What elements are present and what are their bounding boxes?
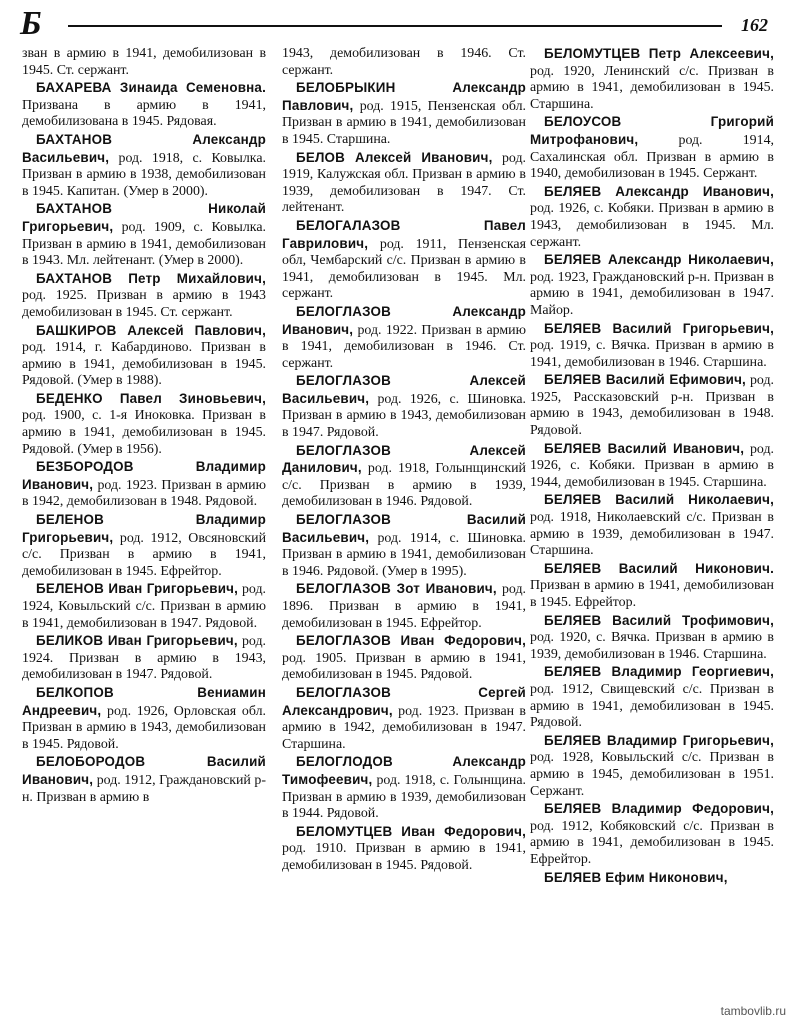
entry-text: род. 1918, с. Голынщина. Призван в армию в 1939, демобилизован в 1944. Рядовой.: [282, 772, 526, 822]
text-column-3: [530, 46, 774, 888]
entry-name: БЕЛЯЕВ Василий Ефимович,: [544, 372, 746, 388]
entry-text: род. 1926, Орловская обл. Призван в армию в 1943, демобилизован в 1945. Рядовой.: [22, 703, 266, 752]
entry-text: род. 1915, Пензенская обл. Призван в армию в 1941, демобилизован в 1945. Старшина.: [282, 98, 526, 147]
entry-continuation: [22, 46, 266, 79]
entry-text: род. 1924, Ковыльский с/с. Призван в армию в 1941, демобилизован в 1947. Рядовой.: [22, 582, 266, 631]
entry: [22, 80, 266, 131]
entry-text: 1943, демобилизован в 1946. Ст. сержант.: [282, 46, 526, 78]
entry-text: род. 1923, Граждановский р-н. Призван в армию в 1941, демобилизован в 1947. Майор.: [530, 269, 774, 318]
entry-text: род. 1918, Голынщинский с/с. Призван в армию в 1939, демобилизован в 1946. Рядовой.: [282, 461, 526, 510]
entry: [282, 754, 526, 822]
entry-text: род. 1911, Пензенская обл, Чембарский с/с. Призван в армию в 1941, демобилизован в 1945. Мл. сержант.: [282, 236, 526, 302]
entry-name: БЕЛЯЕВ Александр Иванович,: [544, 183, 774, 199]
entry: [282, 633, 526, 684]
entry-text: род. 1926, с. Кобяки. Призван в армию в 1944, демобилизован в 1945. Старшина.: [530, 441, 774, 490]
entry-text: род. 1923. Призван в армию в 1942, демобилизован в 1947. Старшина.: [282, 703, 526, 752]
entry-text: род. 1919, с. Вячка. Призван в армию в 1941, демобилизован в 1946. Старшина.: [530, 338, 774, 370]
entry-text: род. 1926, с. Шиновка. Призван в армию в 1943, демобилизован в 1947. Рядовой.: [282, 391, 526, 441]
entry-text: род. 1920, Ленинский с/с. Призван в армию в 1941, демобилизован в 1945. Старшина.: [530, 63, 774, 112]
entry-text: род. 1924. Призван в армию в 1943, демобилизован в 1947. Рядовой.: [22, 634, 266, 683]
entry-name: БЕЛЯЕВ Владимир Григорьевич,: [544, 732, 774, 748]
entry-text: род. 1914, Сахалинская обл. Призван в армию в 1940, демобилизован в 1945. Сержант.: [530, 132, 774, 182]
entry-text: род. 1912, Граждановский р-н. Призван в армию в: [22, 772, 266, 805]
entry-text: род. 1922. Призван в армию в 1941, демобилизован в 1946. Ст. сержант.: [282, 322, 526, 371]
entry-text: род. 1912, Овсяновский с/с. Призван в армию в 1941, демобилизован в 1945. Ефрейтор.: [22, 530, 266, 579]
entry: [530, 441, 774, 492]
page-header: [0, 0, 800, 44]
entry: [22, 391, 266, 458]
entry-name: БЕЛКОПОВ Вениамин Андреевич,: [22, 684, 266, 718]
entry: [530, 114, 774, 182]
entry: [282, 373, 526, 441]
entry: [530, 321, 774, 372]
entry-text: род. 1918, с. Ковылка. Призван в армию в 1938, демобилизован в 1945. Капитан. (Умер в 2000).: [22, 150, 266, 199]
site-watermark: tambovlib.ru: [720, 1004, 786, 1018]
entry: [22, 512, 266, 580]
entry-name: БЕЛОГЛАЗОВ Алексей Васильевич,: [282, 373, 526, 406]
entry: [282, 512, 526, 580]
entry-text: род. 1919, Калужская обл. Призван в армию в 1939, демобилизован в 1947. Ст. лейтенант.: [282, 150, 526, 216]
entry-name: БАХТАНОВ Николай Григорьевич,: [22, 201, 266, 234]
entry: [530, 46, 774, 113]
entry-name: БЕЛЯЕВ Василий Николаевич,: [544, 492, 774, 508]
entry-name: БЕЛОГЛАЗОВ Зот Иванович,: [296, 581, 497, 597]
entry-name: БЕЛОГАЛАЗОВ Павел Гаврилович,: [282, 217, 526, 251]
entry: [530, 801, 774, 868]
entry-name: БЕЛОГЛАЗОВ Иван Федорович,: [296, 633, 526, 649]
entry-name: БАХТАНОВ Петр Михайлович,: [36, 270, 266, 286]
entry-name: БЕЛОГЛАЗОВ Алексей Данилович,: [282, 442, 526, 476]
entry: [22, 581, 266, 632]
entry: [530, 733, 774, 800]
entry-name: БЕЛЯЕВ Владимир Георгиевич,: [544, 664, 774, 680]
entry-name: БЕЛЯЕВ Василий Григорьевич,: [544, 320, 774, 336]
entry: [530, 252, 774, 319]
entry-name: БЕЛЕНОВ Иван Григорьевич,: [36, 581, 239, 597]
entry-text: род. 1905. Призван в армию в 1941, демобилизован в 1945. Рядовой.: [282, 650, 526, 683]
entry-name: БЕЛЯЕВ Василий Иванович,: [544, 440, 745, 456]
entry-name: БЕЛЕНОВ Владимир Григорьевич,: [22, 512, 266, 545]
entry-text: род. 1912, Свищевский с/с. Призван в армию в 1941, демобилизован в 1945. Рядовой.: [530, 681, 774, 731]
entry: [282, 685, 526, 753]
entry-text: род. 1914, г. Кабардиново. Призван в армию в 1941, демобилизован в 1945. Рядовой. (Умер в 1988).: [22, 340, 266, 389]
entry-text: зван в армию в 1941, демобилизован в 1945. Ст. сержант.: [22, 46, 266, 78]
entry-text: род. 1910. Призван в армию в 1941, демобилизован в 1945. Рядовой.: [282, 841, 526, 873]
entry-name: БЕЛЯЕВ Василий Никонович.: [544, 560, 774, 576]
entry: [282, 150, 526, 217]
entry-text: род. 1928, Ковыльский с/с. Призван в армию в 1945, демобилизован в 1951. Сержант.: [530, 750, 774, 799]
entry: [282, 218, 526, 303]
section-letter: Б: [20, 5, 42, 42]
entry-name: БЕЛЯЕВ Владимир Федорович,: [544, 801, 774, 817]
entry: [22, 754, 266, 806]
entry: [530, 561, 774, 612]
entry: [530, 184, 774, 251]
entry-name: БЕЛЯЕВ Ефим Никонович,: [544, 869, 728, 885]
entry-name: БЕЛИКОВ Иван Григорьевич,: [36, 633, 238, 649]
entry: [22, 459, 266, 511]
entry: [22, 132, 266, 200]
entry: [282, 80, 526, 148]
entry-text: род. 1918, Николаевский с/с. Призван в армию в 1939, демобилизован в 1947. Старшина.: [530, 510, 774, 559]
entry: [530, 492, 774, 559]
entry: [282, 581, 526, 632]
entry-name: БЕЛОБОРОДОВ Василий Иванович,: [22, 754, 266, 787]
entry-name: БЕЛОБРЫКИН Александр Павлович,: [282, 80, 526, 113]
entry-name: БЕЛОГЛАЗОВ Василий Васильевич,: [282, 512, 526, 545]
text-column-2: [282, 46, 526, 876]
entry-name: БЕЛОУСОВ Григорий Митрофанович,: [530, 114, 774, 147]
entry-name: БЕЛОМУТЦЕВ Иван Федорович,: [296, 823, 526, 839]
entry: [282, 443, 526, 511]
entry-name: БАШКИРОВ Алексей Павлович,: [36, 322, 266, 338]
entry-name: БЕЛЯЕВ Василий Трофимович,: [544, 612, 774, 628]
entry: [22, 323, 266, 390]
entry-text: род. 1923. Призван в армию в 1942, демобилизован в 1948. Рядовой.: [22, 477, 266, 510]
entry-text: род. 1900, с. 1-я Иноковка. Призван в армию в 1941, демобилизован в 1945. Рядовой. (Умер в 1956).: [22, 408, 266, 457]
entry: [22, 633, 266, 684]
header-rule: [68, 25, 722, 27]
entry-name: БЕЛОМУТЦЕВ Петр Алексеевич,: [544, 46, 774, 61]
entry-name: БЕЛОГЛОДОВ Александр Тимофеевич,: [282, 754, 526, 787]
entry-text: род. 1909, с. Ковылка. Призван в армию в 1941, демобилизован в 1943. Мл. лейтенант. (Умер в 2000).: [22, 219, 266, 269]
entry-name: БЕЗБОРОДОВ Владимир Иванович,: [22, 459, 266, 492]
entry-name: БАХАРЕВА Зинаида Семеновна.: [36, 80, 266, 96]
entry-name: БЕДЕНКО Павел Зиновьевич,: [36, 390, 266, 406]
entry: [282, 824, 526, 875]
entry: [530, 613, 774, 664]
entry-name: БЕЛОГЛАЗОВ Сергей Александрович,: [282, 684, 526, 718]
entry-text: Призвана в армию в 1941, демобилизована в 1945. Рядовая.: [22, 97, 266, 130]
entry-name: БАХТАНОВ Александр Васильевич,: [22, 131, 266, 165]
entry-text: род. 1926, с. Кобяки. Призван в армию в 1943, демобилизован в 1945. Мл. сержант.: [530, 201, 774, 250]
entry: [22, 685, 266, 753]
entry-text: род. 1912, Кобяковский с/с. Призван в армию в 1941, демобилизован в 1945. Ефрейтор.: [530, 818, 774, 867]
entry-text: род. 1914, с. Шиновка. Призван в армию в 1941, демобилизован в 1946. Рядовой. (Умер в 1995).: [282, 530, 526, 579]
entry: [530, 664, 774, 731]
entry-text: Призван в армию в 1941, демобилизован в 1945. Ефрейтор.: [530, 578, 774, 610]
entry: [530, 372, 774, 439]
entry: [22, 271, 266, 322]
page-number: 162: [741, 15, 768, 35]
entry-name: БЕЛЯЕВ Александр Николаевич,: [544, 252, 774, 268]
entry-text: род. 1896. Призван в армию в 1941, демобилизован в 1945. Ефрейтор.: [282, 582, 526, 631]
entry-name: БЕЛОВ Алексей Иванович,: [296, 149, 493, 165]
entry: [530, 870, 774, 888]
entry-text: род. 1920, с. Вячка. Призван в армию в 1939, демобилизован в 1946. Старшина.: [530, 630, 774, 662]
entry: [22, 201, 266, 269]
entry-text: род. 1925, Рассказовский р-н. Призван в армию в 1943, демобилизован в 1948. Рядовой.: [530, 373, 774, 439]
entry-text: род. 1925. Призван в армию в 1943 демобилизован в 1945. Ст. сержант.: [22, 288, 266, 320]
entry: [282, 304, 526, 372]
entry-continuation: [282, 46, 526, 79]
text-column-1: [22, 46, 266, 807]
entry-name: БЕЛОГЛАЗОВ Александр Иванович,: [282, 303, 526, 337]
